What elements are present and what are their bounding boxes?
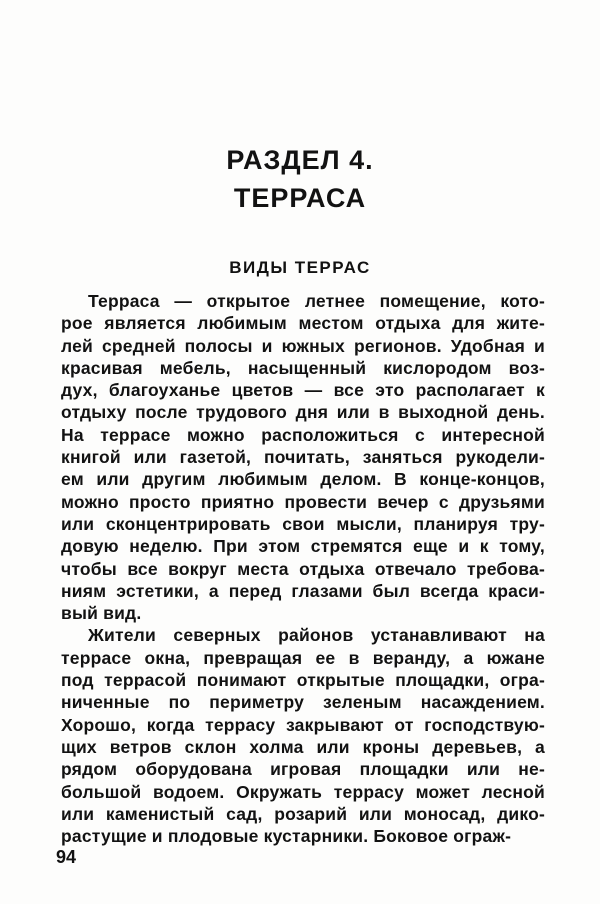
text-line: рядом оборудована игровая площадки или не- <box>61 759 545 780</box>
text-line: На террасе можно расположиться с интересной <box>61 424 545 445</box>
chapter-subheading: ВИДЫ ТЕРРАС <box>229 258 371 277</box>
text-line: или каменистый сад, розарий или моносад, дико- <box>61 803 545 824</box>
text-line: довую неделю. При этом стремятся еще и к тому, <box>61 536 545 557</box>
paragraph-2 <box>61 624 545 847</box>
text-line: ниям эстетики, а перед глазами был всегда краси- <box>61 580 545 601</box>
section-heading <box>0 141 600 217</box>
text-line: ниченные по периметру зеленым насаждением. <box>61 692 545 713</box>
text-line: отдыху после трудового дня или в выходной день. <box>61 402 545 423</box>
text-line: под террасой понимают открытые площадки, огра- <box>61 670 545 691</box>
text-line: большой водоем. Окружать террасу может лесной <box>61 781 545 802</box>
text-line: щих ветров склон холма или кроны деревьев, а <box>61 736 545 757</box>
text-line: чтобы все вокруг места отдыха отвечало требова- <box>61 558 545 579</box>
section-heading-line-1: РАЗДЕЛ 4. <box>226 145 374 175</box>
text-line: Хорошо, когда террасу закрывают от господствую- <box>61 714 545 735</box>
text-line: Терраса — открытое летнее помещение, кото- <box>88 291 545 311</box>
text-line: террасе окна, превращая ее в веранду, а южане <box>61 647 545 668</box>
text-line: лей средней полосы и южных регионов. Удобная и <box>61 335 545 356</box>
section-heading-line-2: ТЕРРАСА <box>233 183 367 213</box>
text-line: дух, благоуханье цветов — все это располагает к <box>61 380 545 401</box>
page-number: 94 <box>56 847 77 867</box>
body-text <box>61 290 545 847</box>
text-line: красивая мебель, насыщенный кислородом воз- <box>61 357 545 378</box>
text-line: рое является любимым местом отдыха для жите- <box>61 313 545 334</box>
text-line: книгой или газетой, почитать, заняться рукодели- <box>61 447 545 468</box>
paragraph-1 <box>61 290 545 624</box>
text-line: Жители северных районов устанавливают на <box>88 625 545 646</box>
text-line: ем или другим любимым делом. В конце-концов, <box>61 469 545 490</box>
text-line: или сконцентрировать свои мысли, планируя тру- <box>61 513 545 534</box>
text-line: вый вид. <box>61 603 142 624</box>
text-line: растущие и плодовые кустарники. Боковое ограж- <box>61 826 512 847</box>
text-line: можно просто приятно провести вечер с друзьями <box>61 491 545 512</box>
